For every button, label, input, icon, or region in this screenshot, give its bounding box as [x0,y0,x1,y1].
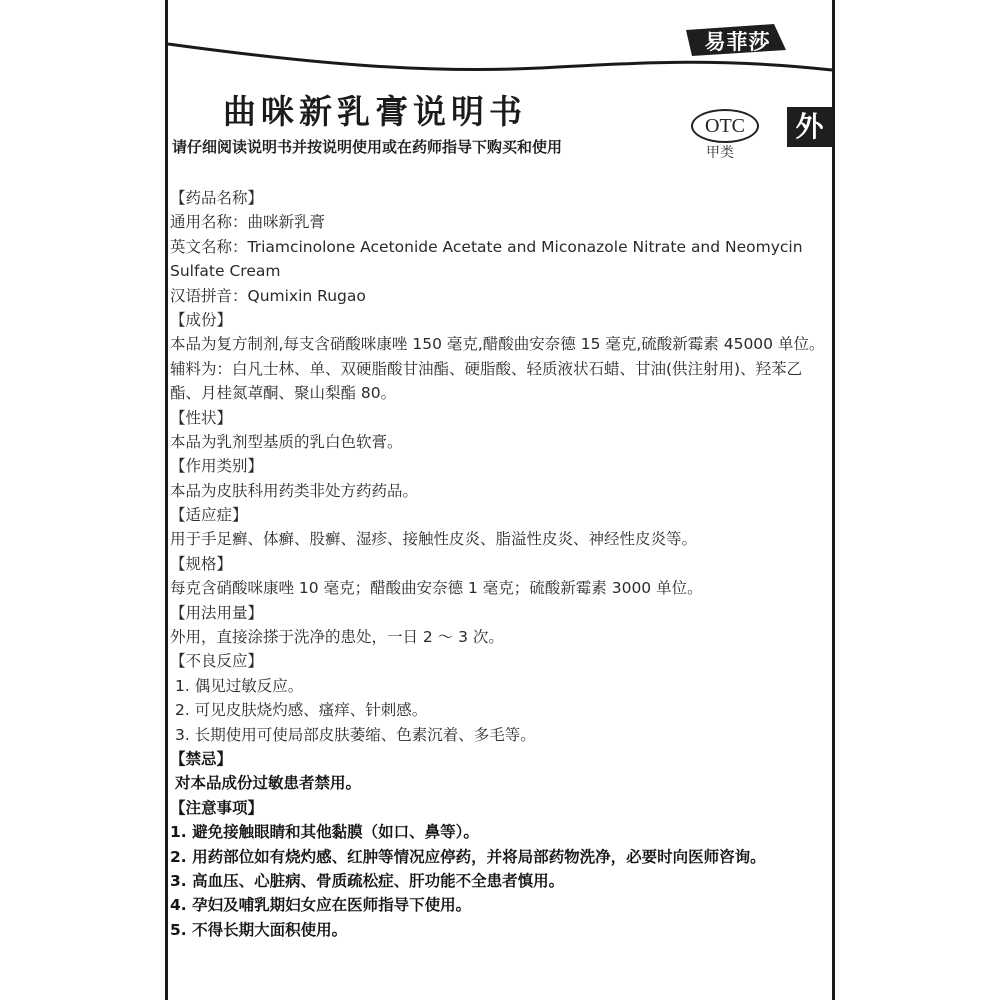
usage-notice: 请仔细阅读说明书并按说明使用或在药师指导下购买和使用 [172,138,563,156]
text-line: 本品为复方制剂,每支含硝酸咪康唑 150 毫克,醋酸曲安奈德 15 毫克,硫酸新霉素 45000 单位。 [170,335,825,354]
list-item: 2. 用药部位如有烧灼感、红肿等情况应停药，并将局部药物洗净，必要时向医师咨询。 [170,847,766,866]
list-item: 2. 可见皮肤烧灼感、瘙痒、针刺感。 [175,701,428,720]
text-line: 用于手足癣、体癣、股癣、湿疹、接触性皮炎、脂溢性皮炎、神经性皮炎等。 [170,530,698,549]
section-heading: 【成份】 [170,310,233,329]
section-heading: 【适应症】 [170,506,248,525]
section-heading: 【作用类别】 [170,457,264,476]
scan-edge-right [832,0,835,1000]
otc-badge: OTC [691,109,759,143]
text-line: 外用，直接涂搽于洗净的患处，一日 2 ～ 3 次。 [170,628,504,647]
text-line: 每克含硝酸咪康唑 10 毫克；醋酸曲安奈德 1 毫克；硫酸新霉素 3000 单位。 [170,579,703,598]
list-item: 4. 孕妇及哺乳期妇女应在医师指导下使用。 [170,896,472,915]
header-wave-banner [0,0,1000,100]
section-heading: 【注意事项】 [170,798,264,817]
section-heading: 【不良反应】 [170,652,264,671]
text-line: 汉语拼音：Qumixin Rugao [170,286,366,305]
otc-class-label: 甲类 [706,145,734,161]
text-line: Sulfate Cream [170,262,281,281]
text-line: 辅料为：白凡士林、单、双硬脂酸甘油酯、硬脂酸、轻质液状石蜡、甘油(供注射用)、羟苯乙 [170,359,803,378]
text-line: 酯、月桂氮䓬酮、聚山梨酯 80。 [170,384,397,403]
section-heading: 【规格】 [170,554,233,573]
list-item: 5. 不得长期大面积使用。 [170,920,348,939]
list-item: 1. 避免接触眼睛和其他黏膜（如口、鼻等）。 [170,823,479,842]
section-heading: 【性状】 [170,408,233,427]
section-heading: 【药品名称】 [170,189,264,207]
text-line: 本品为皮肤科用药类非处方药药品。 [170,481,419,500]
text-line: 通用名称：曲咪新乳膏 [170,213,326,232]
page-title: 曲咪新乳膏说明书 [223,92,527,131]
leaflet-body [170,186,825,942]
section-heading: 【用法用量】 [170,603,264,622]
text-line: 对本品成份过敏患者禁用。 [175,774,362,793]
list-item: 1. 偶见过敏反应。 [175,676,304,695]
list-item: 3. 长期使用可使局部皮肤萎缩、色素沉着、多毛等。 [175,725,536,744]
text-line: 英文名称：Triamcinolone Acetonide Acetate and Miconazole Nitrate and Neomycin [170,237,803,256]
text-line: 本品为乳剂型基质的乳白色软膏。 [170,432,403,451]
list-item: 3. 高血压、心脏病、骨质疏松症、肝功能不全患者慎用。 [170,871,565,890]
scan-edge-left [165,0,168,1000]
brand-logo: 易菲莎 [704,30,771,54]
section-heading: 【禁忌】 [170,749,233,768]
external-use-mark: 外 [787,107,832,147]
